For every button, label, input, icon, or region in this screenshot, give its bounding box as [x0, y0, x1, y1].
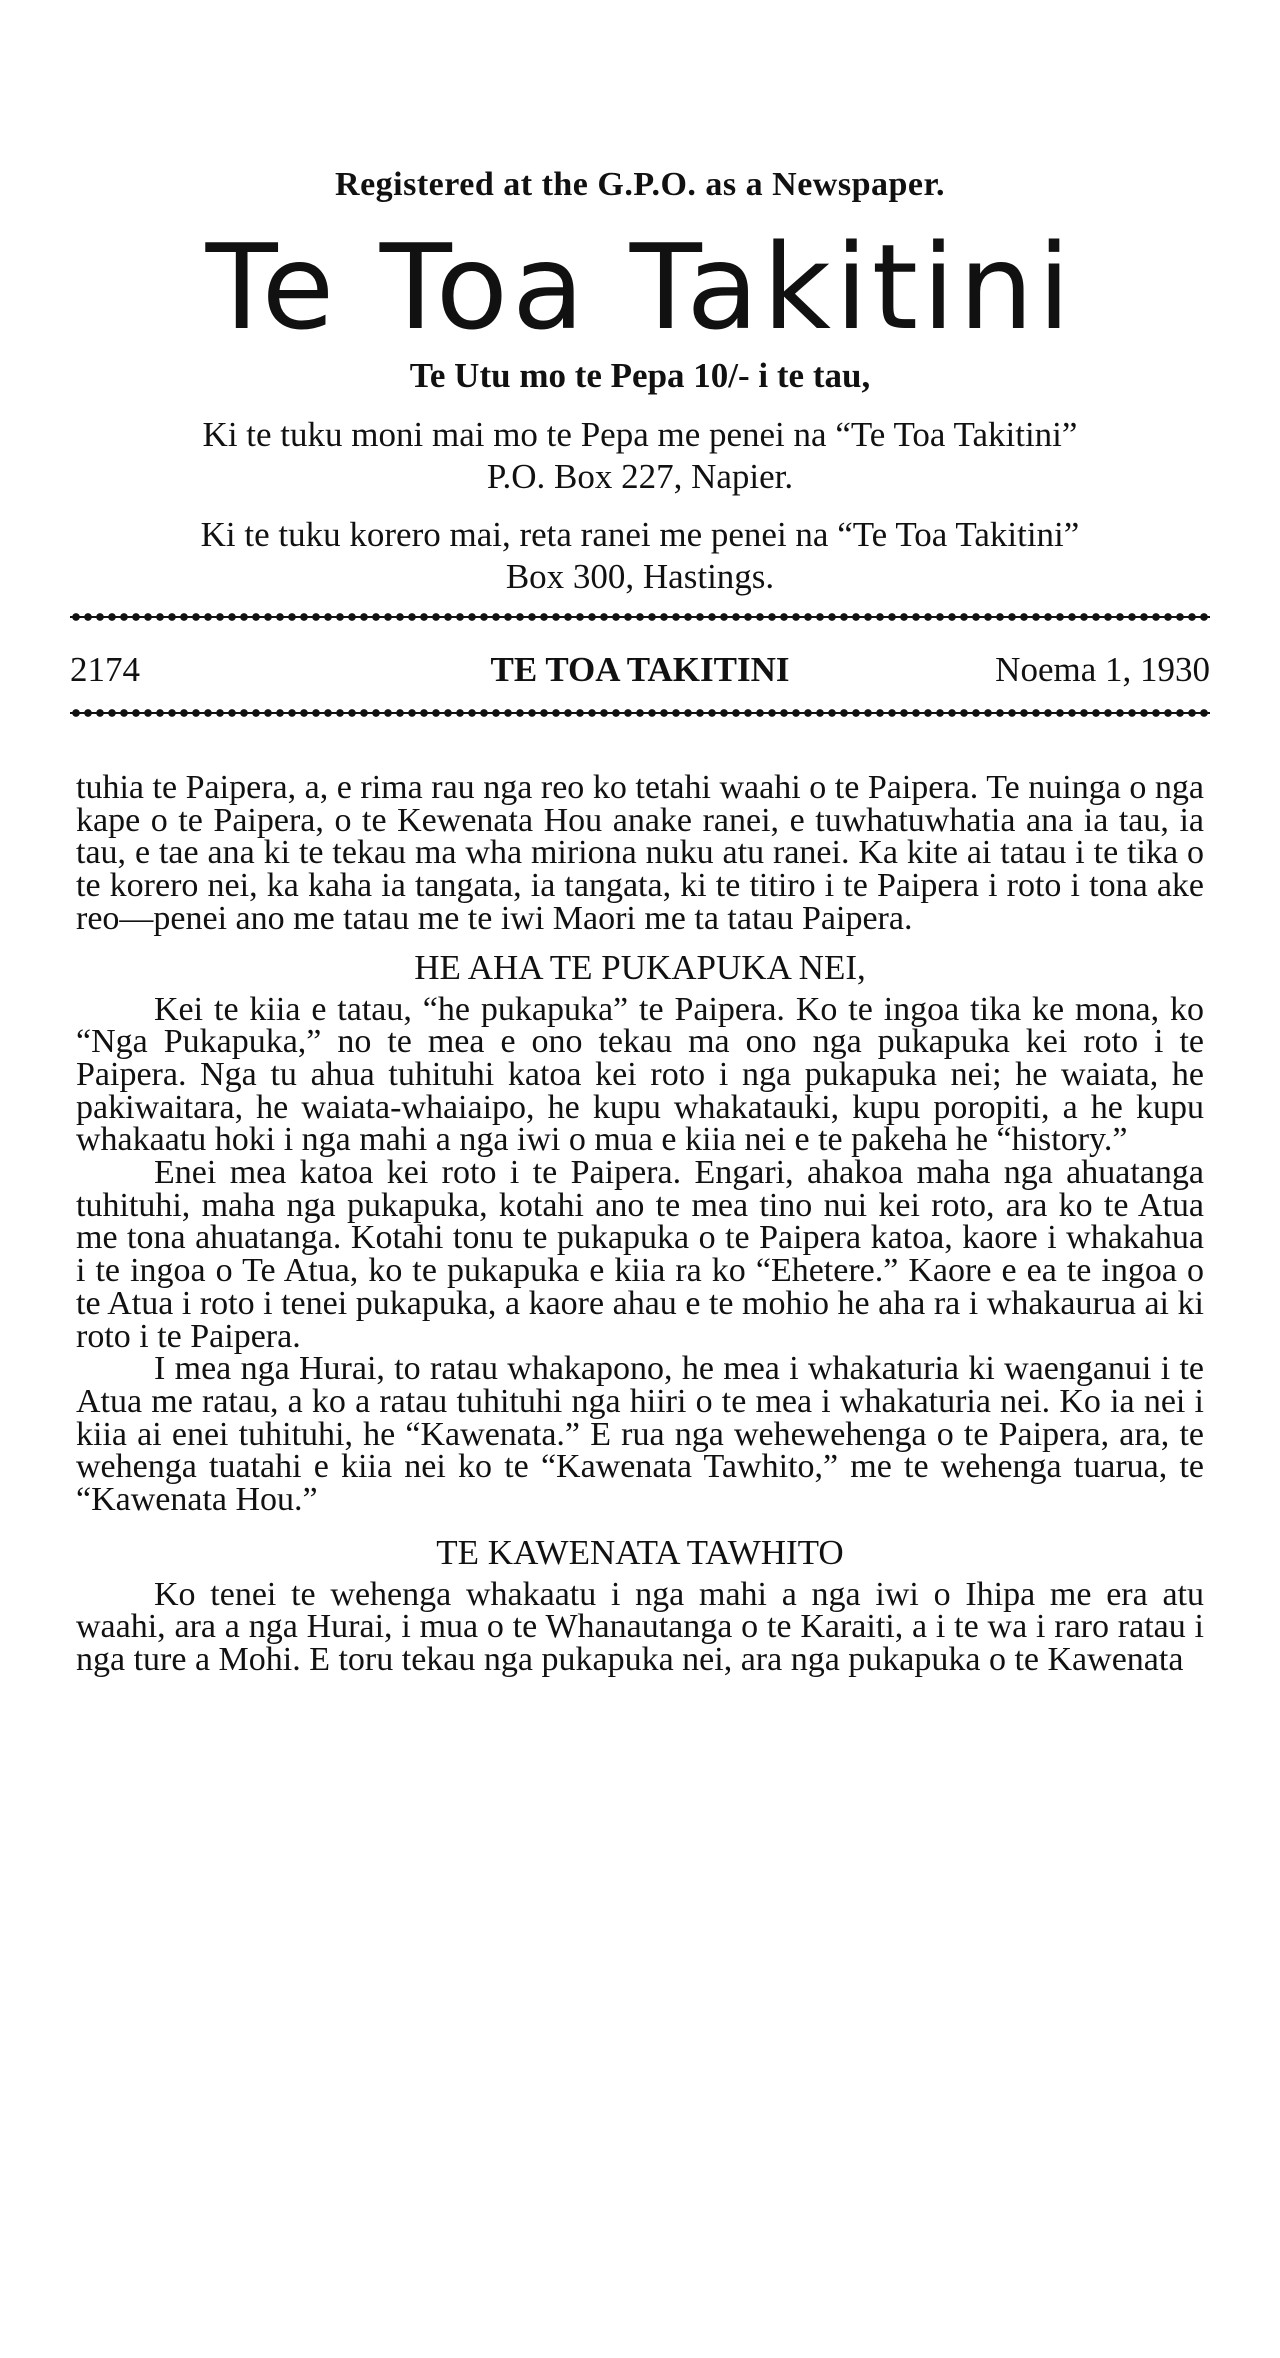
letters-address-box: Box 300, Hastings. — [505, 557, 775, 596]
paragraph: Ko tenei te wehenga whakaatu i nga mahi a nga iwi o Ihipa me era atu waahi, ara a nga Hurai, i mua o te Whanautanga o te Karaiti, a i te wa i raro ratau i nga ture a Mohi. E toru tekau nga pukapuka nei, ara nga pukapuka o te Kawenata — [76, 1575, 1204, 1679]
money-address-line: Ki te tuku moni mai mo te Pepa me penei na “Te Toa Takitini” — [202, 415, 1078, 454]
ornamental-rule-bottom — [70, 708, 1210, 718]
running-head — [70, 650, 1210, 696]
paragraph: Kei te kiia e tatau, “he pukapuka” te Paipera. Ko te ingoa tika ke mona, ko “Nga Pukapuka,” no te mea e ono tekau ma ono nga pukapuka kei roto i te Paipera. Nga tu ahua tuhituhi katoa kei roto i nga pukapuka nei; he waiata, he pakiwaitara, he waiata-whaiaipo, he kupu whakatauki, kupu poropiti, a he kupu whakaatu hoki i nga mahi a nga iwi o mua e kiia nei e te pakeha he “history.” — [76, 990, 1204, 1159]
section-heading-he-aha: HE AHA TE PUKAPUKA NEI, — [414, 947, 866, 987]
money-address-block — [70, 414, 1210, 498]
article-body — [76, 769, 1204, 1679]
letters-address-block — [70, 514, 1210, 598]
opening-paragraph: tuhia te Paipera, a, e rima rau nga reo ko tetahi waahi o te Paipera. Te nuinga o nga kape o te Paipera, o te Kewenata Hou anake ranei, e tuwhatuwhatia ana ia tau, ia tau, e tae ana ki te tekau ma wha miriona nuku atu ranei. Ka kite ai tatau i te tika o te korero nei, ka kaha ia tangata, ia tangata, ki te titiro i te Paipera i roto i tona ake reo—penei ano me tatau me te iwi Maori me ta tatau Paipera. — [76, 769, 1204, 937]
paragraph: Enei mea katoa kei roto i te Paipera. Engari, ahakoa maha nga ahuatanga tuhituhi, maha nga pukapuka, kotahi ano te mea tino nui kei roto, ara ko te Atua me tona ahuatanga. Kotahi tonu te pukapuka o te Paipera katoa, kaore i whakahua i te ingoa o Te Atua, ko te pukapuka e kiia ra ko “Ehetere.” Kaore e ea te ingoa o te Atua i roto i tenei pukapuka, a kaore ahau e te mohio he aha ra i whakaurua ai ki roto i te Paipera. — [76, 1154, 1204, 1355]
letters-address-line: Ki te tuku korero mai, reta ranei me penei na “Te Toa Takitini” — [200, 515, 1080, 554]
subscription-price: Te Utu mo te Pepa 10/- i te tau, — [409, 356, 871, 395]
running-head-title: TE TOA TAKITINI — [490, 650, 790, 689]
issue-date: Noema 1, 1930 — [995, 650, 1210, 689]
paragraph: I mea nga Hurai, to ratau whakapono, he mea i whakaturia ki waenganui i te Atua me ratau, a ko a ratau tuhituhi nga hiiri o te mea i whakaturia nei. Ko ia nei i kiia ai enei tuhituhi, he “Kawenata.” E rua nga wehewehenga o te Paipera, ara, te wehenga tuatahi e kiia nei ko te “Kawenata Tawhito,” me te wehenga tuarua, te “Kawenata Hou.” — [76, 1350, 1204, 1519]
money-address-box: P.O. Box 227, Napier. — [486, 457, 794, 496]
ornamental-rule-top — [70, 612, 1210, 622]
page-number: 2174 — [70, 650, 140, 689]
masthead-title: Te Toa Takitini — [205, 218, 1075, 356]
section-heading-kawenata-tawhito: TE KAWENATA TAWHITO — [436, 1532, 844, 1572]
registration-notice: Registered at the G.P.O. as a Newspaper. — [335, 166, 945, 203]
